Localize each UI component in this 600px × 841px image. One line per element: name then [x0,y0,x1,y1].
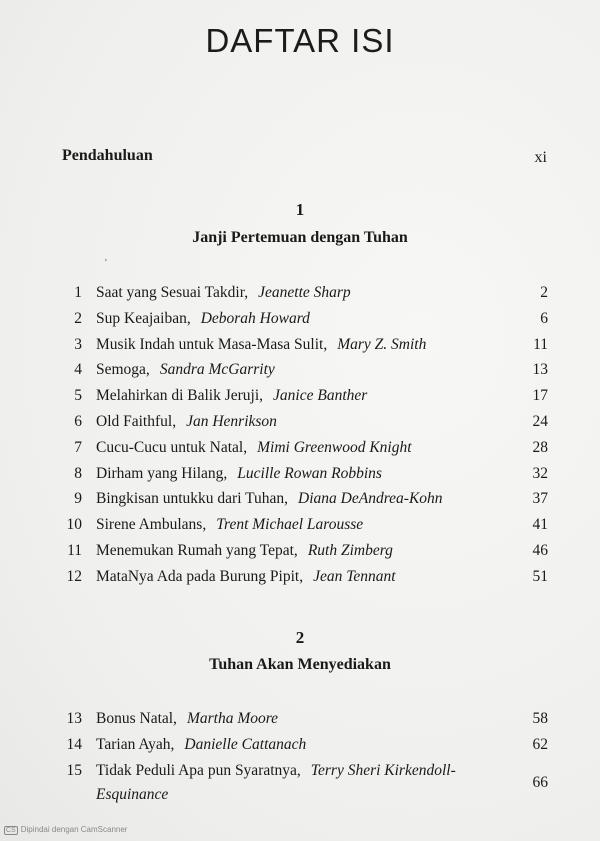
entry-author: Jean Tennant [313,567,396,585]
entry-author: Martha Moore [186,710,279,727]
camscanner-icon: CS [6,827,16,834]
entry-page-number: 51 [532,567,548,585]
entry-number: 7 [74,438,82,456]
entry-title: Sirene Ambulans, [96,516,207,534]
entry-author: Sandra McGarrity [159,361,275,379]
entry-number: 9 [74,490,82,508]
entry-text [96,707,278,731]
entry-title: Tarian Ayah, [96,735,175,753]
entry-title: Bingkisan untukku dari Tuhan, [96,490,289,508]
chapter-number: 2 [295,628,305,647]
entry-text [96,565,396,589]
entry-title: Menemukan Rumah yang Tepat, [96,542,298,559]
entry-page-number: 17 [532,387,548,405]
entry-page-number: 2 [540,284,548,301]
entry-number: 4 [74,361,82,379]
entry-page-number: 28 [532,438,548,456]
entry-title: Cucu-Cucu untuk Natal, [96,438,248,456]
entry-author: Mimi Greenwood Knight [257,438,412,456]
entry-title: Musik Indah untuk Masa-Masa Sulit, [96,335,328,353]
toc-entry [0,513,600,537]
entry-title: MataNya Ada pada Burung Pipit, [96,567,304,585]
entry-title: Bonus Natal, [96,710,177,727]
watermark-text: Dipindai dengan CamScanner [20,825,128,834]
entry-author: Diana DeAndrea-Kohn [298,490,443,508]
entry-text [96,307,310,331]
entry-number: 5 [74,387,82,405]
entry-number: 11 [67,542,82,559]
entry-title: Old Faithful, [96,413,177,430]
toc-entry [0,733,600,757]
entry-text [96,384,367,408]
entry-page-number: 6 [540,309,548,327]
entry-number: 13 [66,710,82,727]
entry-text [96,539,393,563]
toc-entry [0,462,600,486]
toc-entry [0,281,600,305]
entry-text [96,436,412,460]
entry-number: 15 [66,761,82,779]
toc-entry [0,307,600,331]
entry-title: Sup Keajaiban, [96,309,191,327]
chapter-title: Tuhan Akan Menyediakan [209,656,391,673]
toc-entry [0,759,600,803]
entry-author: Janice Banther [273,387,368,405]
stray-mark: ' [105,258,107,269]
toc-entry [0,436,600,460]
entry-text [96,281,351,305]
chapter-title: Janji Pertemuan dengan Tuhan [192,229,408,246]
entry-author: Deborah Howard [200,309,310,327]
entry-title: Saat yang Sesuai Takdir, [96,284,249,301]
entry-author: Jeanette Sharp [258,284,351,301]
entry-number: 8 [74,464,82,482]
toc-entry [0,333,600,357]
entry-page-number: 62 [532,735,548,753]
entry-text [96,759,456,783]
entry-number: 1 [74,284,82,301]
entry-title: Dirham yang Hilang, [96,464,228,482]
entry-text [96,487,443,511]
toc-entry [0,539,600,563]
entry-author: Jan Henrikson [186,413,277,430]
entry-page-number: 41 [532,516,548,534]
entry-author: Terry Sheri Kirkendoll- [310,761,456,779]
entry-page-number: 46 [532,542,548,559]
entry-page-number: 32 [532,464,548,482]
entry-title: Melahirkan di Balik Jeruji, [96,387,264,405]
toc-entry [0,487,600,511]
entry-page-number: 24 [532,413,548,430]
entry-page-number: 66 [532,773,548,791]
entry-number: 6 [74,413,82,430]
entry-text [96,358,275,382]
entry-number: 3 [74,335,82,353]
entry-author: Ruth Zimberg [307,542,393,559]
toc-entry [0,358,600,382]
intro-label: Pendahuluan [62,147,153,164]
toc-entry [0,384,600,408]
entry-text [96,333,426,357]
entry-author: Mary Z. Smith [337,335,427,353]
entry-number: 2 [74,309,82,327]
toc-entry [0,565,600,589]
entry-page-number: 37 [532,490,548,508]
entry-title: Semoga, [96,361,150,379]
entry-title: Tidak Peduli Apa pun Syaratnya, [96,761,301,779]
intro-page-number: xi [534,149,547,166]
entry-page-number: 11 [533,335,548,353]
entry-author: Trent Michael Larousse [216,516,364,534]
chapter-number: 1 [295,200,305,219]
entry-author: Danielle Cattanach [184,735,307,753]
entry-author: Lucille Rowan Robbins [237,464,382,482]
scanner-watermark [4,825,127,835]
entry-author-continued: Esquinance [96,785,169,803]
toc-entry [0,707,600,731]
entry-text [96,513,363,537]
entry-text [96,410,277,434]
entry-number: 10 [66,516,82,534]
entry-text [96,733,306,757]
page-title: DAFTAR ISI [205,22,395,59]
entry-number: 14 [66,735,82,753]
entry-page-number: 58 [532,710,548,727]
entry-text [96,462,382,486]
entry-page-number: 13 [532,361,548,379]
entry-number: 12 [66,567,82,585]
toc-entry [0,410,600,434]
